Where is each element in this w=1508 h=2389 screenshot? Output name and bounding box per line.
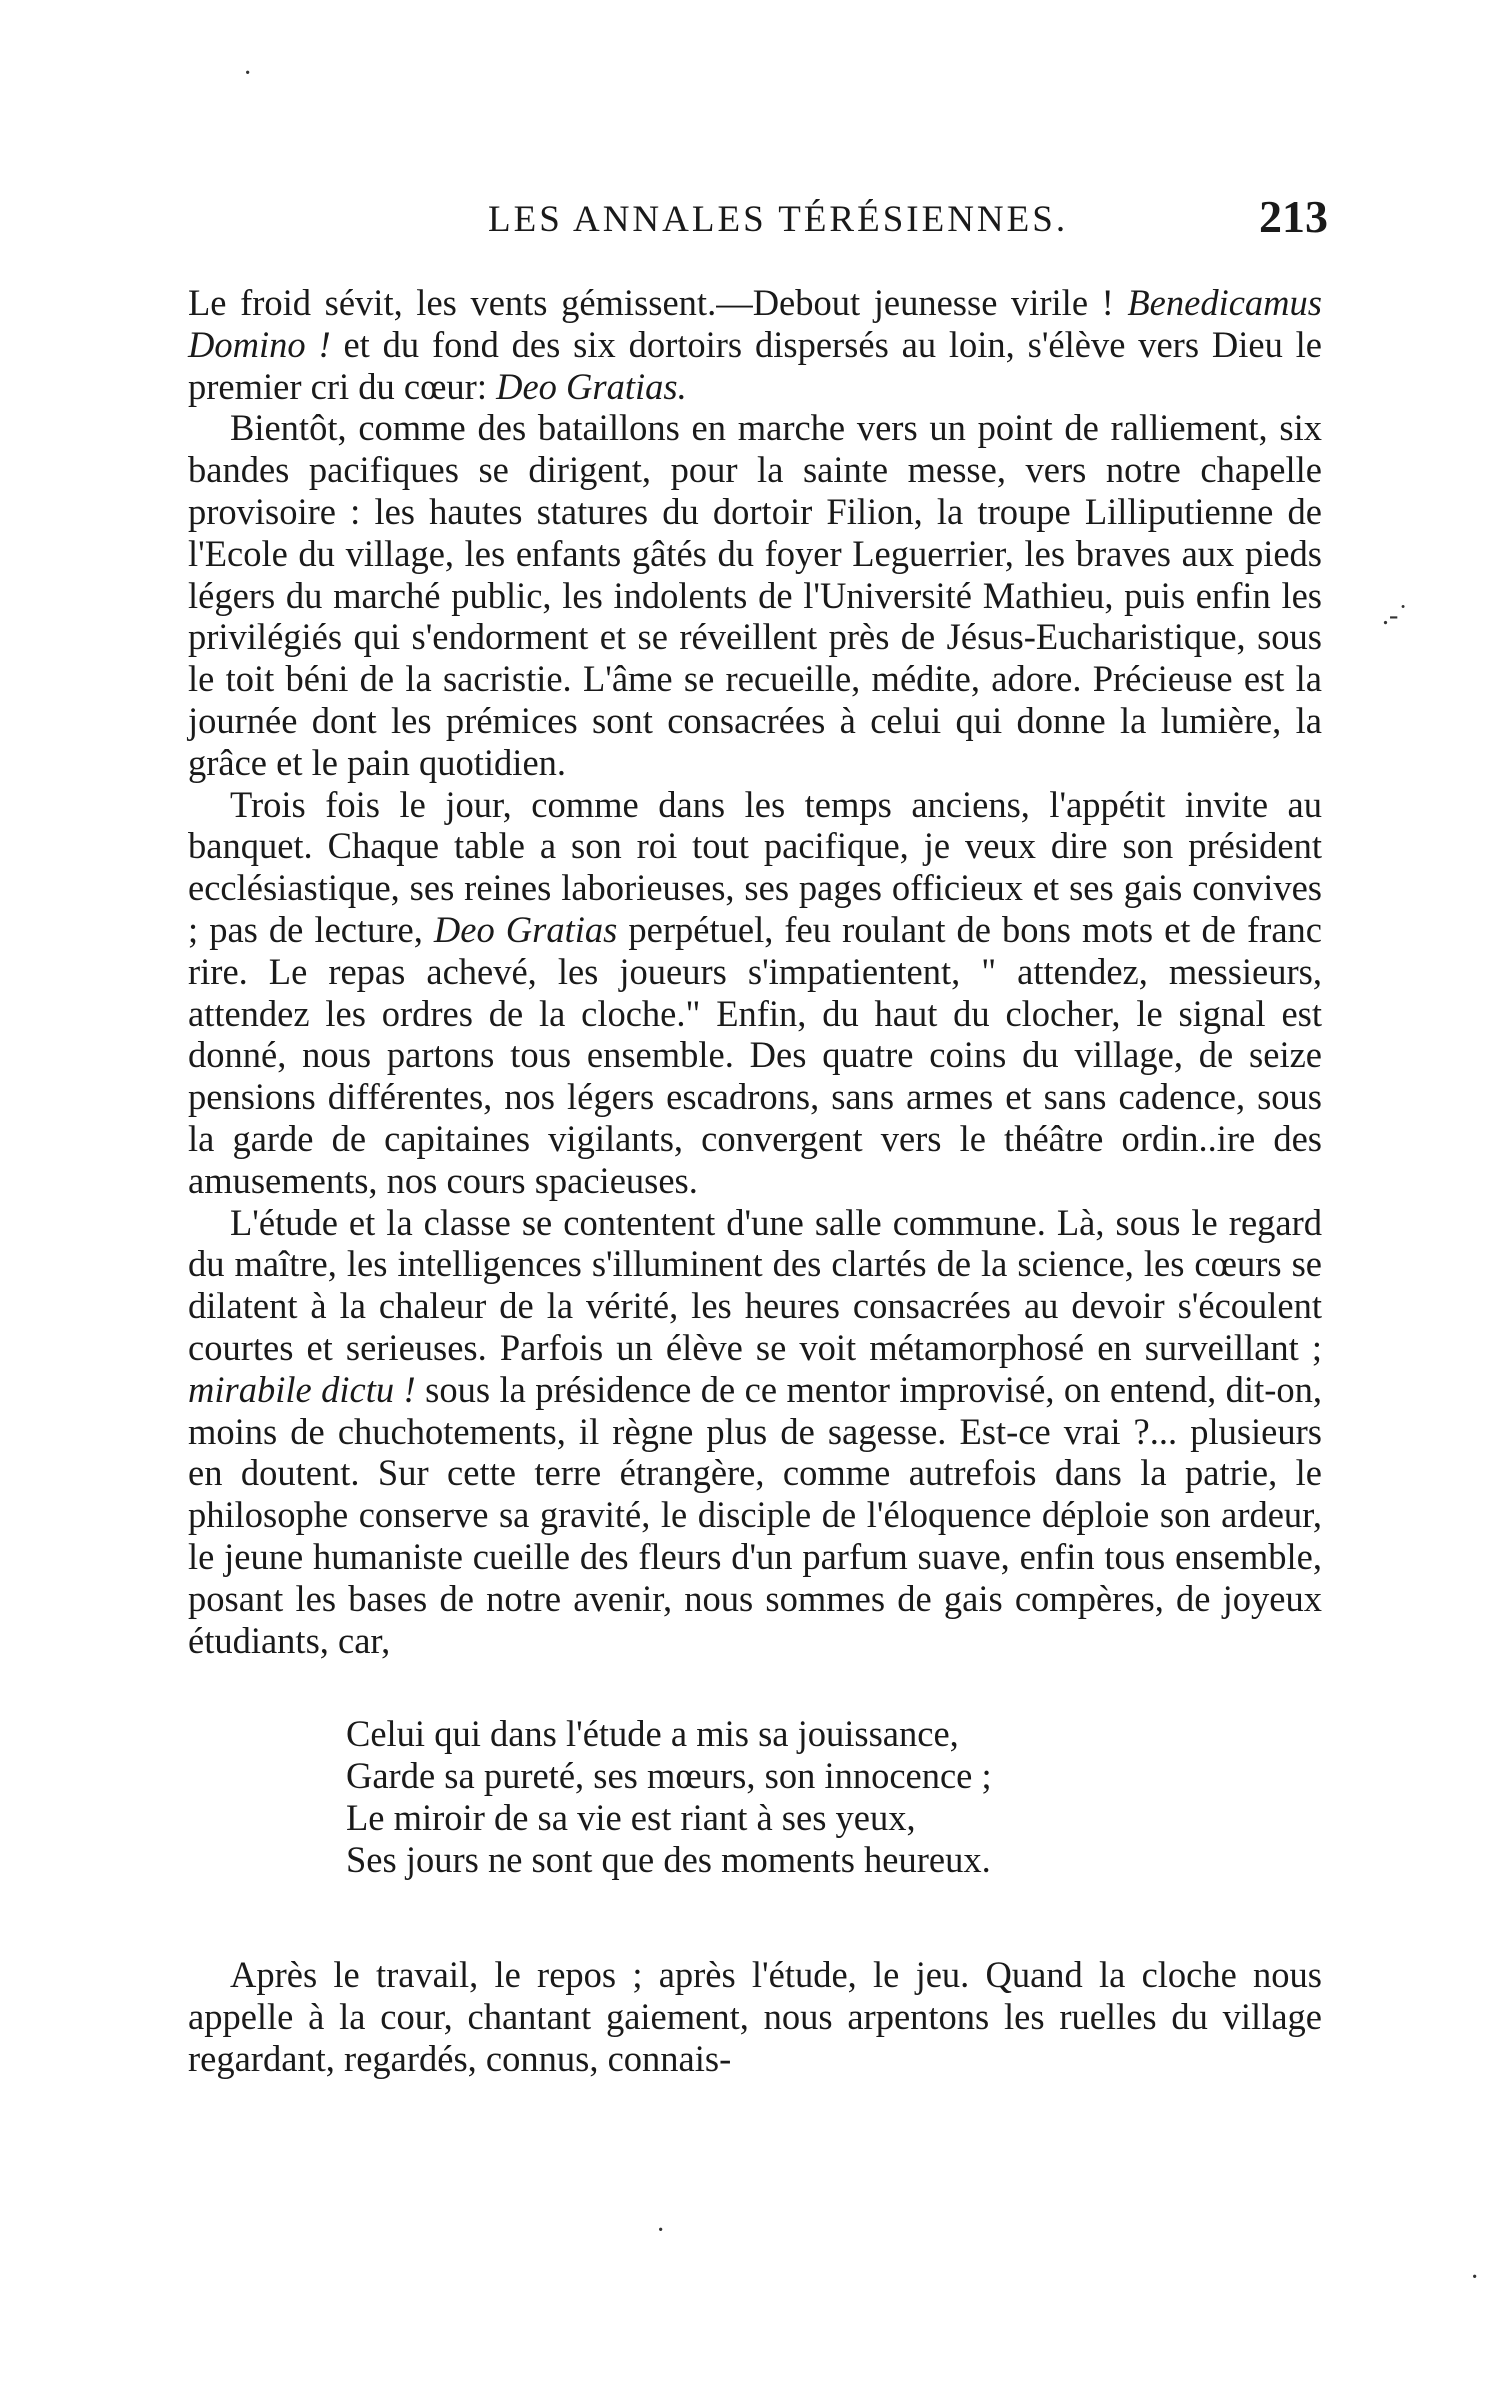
stray-mark-bottom: · bbox=[656, 2215, 666, 2246]
page-header bbox=[188, 190, 1328, 250]
margin-mark: .-˙ bbox=[1382, 600, 1408, 631]
paragraph-3 bbox=[188, 784, 1322, 1202]
poem-line-3: Le miroir de sa vie est riant à ses yeux, bbox=[346, 1796, 916, 1838]
page-number: 213 bbox=[1259, 191, 1328, 242]
paragraph-2: Bientôt, comme des bataillons en marche vers un point de ralliement, six bandes pacifiques se dirigent, pour la sainte messe, vers notre chapelle provisoire : les hautes statures du dortoir Filion, la troupe Lilliputienne de l'Ecole du village, les enfants gâtés du foyer Leguerrier, les braves aux pieds légers du marché public, les indolents de l'Université Mathieu, puis enfin les privilégiés qui s'endorment et se réveillent près de Jésus-Eucharistique, sous le toit béni de la sacristie. L'âme se recueille, médite, adore. Précieuse est la journée dont les prémices sont consacrées à celui qui donne la lumière, la grâce et le pain quotidien. bbox=[188, 407, 1322, 783]
poem bbox=[346, 1713, 1322, 1880]
deo-gratias-2: Deo Gratias bbox=[433, 908, 618, 950]
poem-line-4: Ses jours ne sont que des moments heureux. bbox=[346, 1838, 991, 1880]
running-title: LES ANNALES TÉRÉSIENNES. bbox=[488, 199, 1069, 240]
paragraph-1-text-a: Le froid sévit, les vents gémissent.—Debout jeunesse virile ! bbox=[188, 282, 1128, 323]
poem-line-2: Garde sa pureté, ses mœurs, son innocence ; bbox=[346, 1755, 992, 1797]
page-body bbox=[188, 282, 1322, 2080]
closing-paragraph: Après le travail, le repos ; après l'étude, le jeu. Quand la cloche nous appelle à la cour, chantant gaiement, nous arpentons les ruelles du village regardant, regardés, connus, connais- bbox=[188, 1954, 1322, 2080]
paragraph-4-text-b: sous la présidence de ce mentor improvisé, on entend, dit-on, moins de chuchotements, il règne plus de sagesse. Est-ce vrai ?... plusieurs en doutent. Sur cette terre étrangère, comme autrefois dans la patrie, le philosophe conserve sa gravité, le disciple de l'éloquence déploie son ardeur, le jeune humaniste cueille des fleurs d'un parfum suave, enfin tous ensemble, posant les bases de notre avenir, nous sommes de gais compères, de joyeux étudiants, car, bbox=[188, 1368, 1322, 1661]
paragraph-1-text-b: et du fond des six dortoirs dispersés au loin, s'élève vers Dieu le premier cri du cœur: bbox=[188, 323, 1323, 407]
benedicamus-domino: Benedicamus Domino ! bbox=[188, 282, 1322, 365]
paragraph-3-text-a: Trois fois le jour, comme dans les temps anciens, l'appétit invite au banquet. Chaque table a son roi tout pacifique, je veux dire son président ecclésiastique, ses reines laborieuses, ses pages officieux et ses gais convives ; pas de lecture, bbox=[188, 783, 1322, 950]
paragraph-1 bbox=[188, 282, 1322, 407]
paragraph-4 bbox=[188, 1202, 1322, 1662]
stray-mark: · bbox=[243, 58, 253, 89]
paragraph-4-text-a: L'étude et la classe se contentent d'une salle commune. Là, sous le regard du maître, les intelligences s'illuminent des clartés de la science, les cœurs se dilatent à la chaleur de la vérité, les heures consacrées au devoir s'écoulent courtes et serieuses. Parfois un élève se voit métamorphosé en surveillant ; bbox=[188, 1201, 1322, 1368]
deo-gratias: Deo Gratias. bbox=[496, 365, 687, 407]
paragraph-3-text-b: perpétuel, feu roulant de bons mots et de franc rire. Le repas achevé, les joueurs s'impatientent, " attendez, messieurs, attendez les ordres de la cloche." Enfin, du haut du clocher, le signal est donné, nous partons tous ensemble. Des quatre coins du village, de seize pensions différentes, nos légers escadrons, sans armes et sans cadence, sous la garde de capitaines vigilants, convergent vers le théâtre ordin..ire des amusements, nos cours spacieuses. bbox=[188, 908, 1322, 1201]
stray-mark-corner: · bbox=[1470, 2262, 1480, 2293]
poem-line-1: Celui qui dans l'étude a mis sa jouissance, bbox=[346, 1713, 959, 1755]
mirabile-dictu: mirabile dictu ! bbox=[188, 1368, 416, 1410]
